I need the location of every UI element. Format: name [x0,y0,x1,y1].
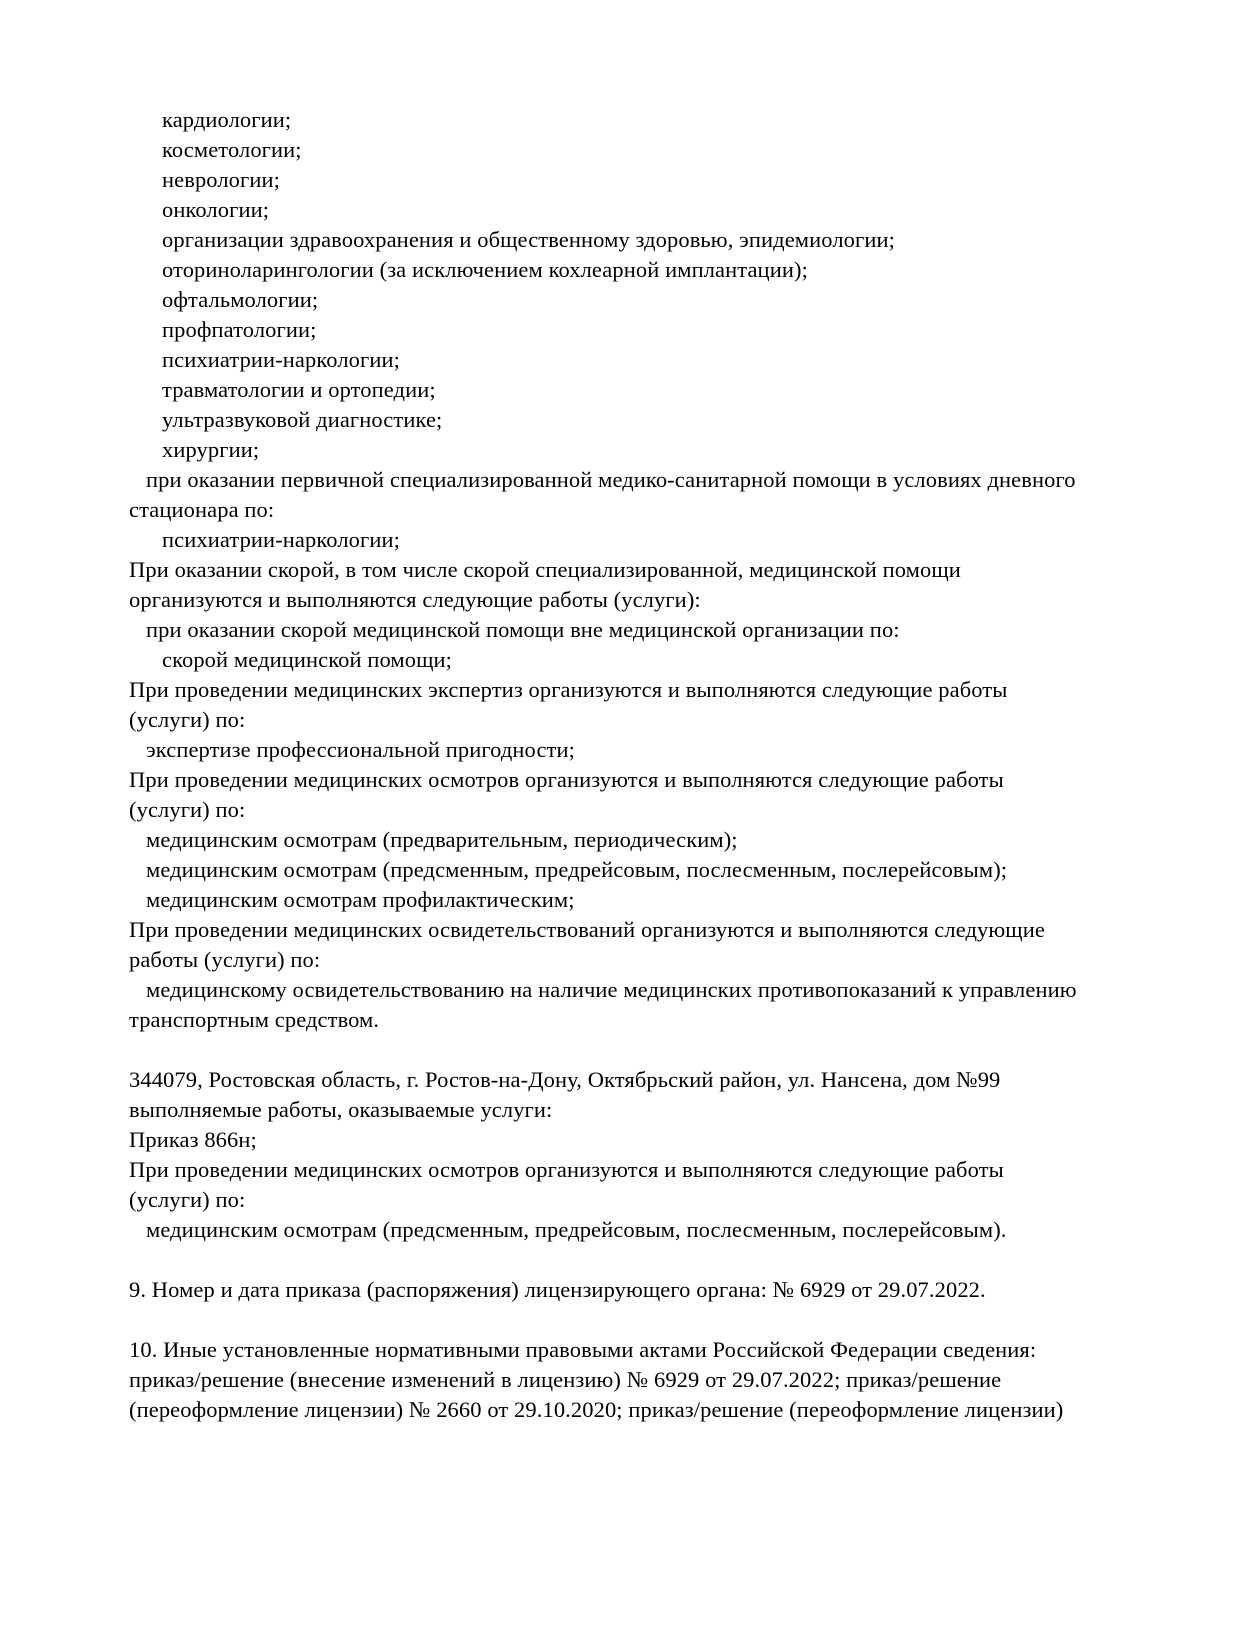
text-line: неврологии; [162,167,280,192]
text-line: психиатрии-наркологии; [162,527,400,552]
text-line: при оказании первичной специализированной медико-санитарной помощи в условиях дневного [146,467,1076,492]
text-line: При оказании скорой, в том числе скорой специализированной, медицинской помощи [129,557,961,582]
text-line: медицинским осмотрам профилактическим; [146,887,575,912]
text-line: (услуги) по: [129,797,246,822]
text-line: скорой медицинской помощи; [162,647,452,672]
text-line: оториноларингологии (за исключением кохлеарной имплантации); [162,257,808,282]
text-line: 344079, Ростовская область, г. Ростов-на-Дону, Октябрьский район, ул. Нансена, дом №99 [129,1067,1001,1092]
text-line: При проведении медицинских экспертиз организуются и выполняются следующие работы [129,677,1008,702]
text-line: при оказании скорой медицинской помощи вне медицинской организации по: [146,617,900,642]
blank-line [129,1035,1122,1065]
document-text-block [129,105,1122,1425]
text-line: косметологии; [162,137,302,162]
text-line: психиатрии-наркологии; [162,347,400,372]
text-line: При проведении медицинских освидетельствований организуются и выполняются следующие [129,917,1045,942]
text-line: (услуги) по: [129,1187,246,1212]
text-line: хирургии; [162,437,260,462]
text-line: Приказ 866н; [129,1127,257,1152]
text-line: профпатологии; [162,317,317,342]
text-line: приказ/решение (внесение изменений в лицензию) № 6929 от 29.07.2022; приказ/решение [129,1367,1002,1392]
text-line: При проведении медицинских осмотров организуются и выполняются следующие работы [129,1157,1004,1182]
text-line: ультразвуковой диагностике; [162,407,443,432]
text-line: медицинским осмотрам (предсменным, предрейсовым, послесменным, послерейсовым); [146,857,1008,882]
text-line: организации здравоохранения и общественному здоровью, эпидемиологии; [162,227,895,252]
text-line: стационара по: [129,497,275,522]
text-line: (переоформление лицензии) № 2660 от 29.10.2020; приказ/решение (переоформление лицензии) [129,1397,1064,1422]
text-line: медицинским осмотрам (предсменным, предрейсовым, послесменным, послерейсовым). [146,1217,1007,1242]
text-line: выполняемые работы, оказываемые услуги: [129,1097,553,1122]
text-line: При проведении медицинских осмотров организуются и выполняются следующие работы [129,767,1004,792]
text-line: офтальмологии; [162,287,319,312]
text-line: 9. Номер и дата приказа (распоряжения) лицензирующего органа: № 6929 от 29.07.2022. [129,1277,986,1302]
text-line: транспортным средством. [129,1007,380,1032]
text-line: медицинскому освидетельствованию на наличие медицинских противопоказаний к управлению [146,977,1077,1002]
text-line: 10. Иные установленные нормативными правовыми актами Российской Федерации сведения: [129,1337,1037,1362]
text-line: травматологии и ортопедии; [162,377,436,402]
text-line: работы (услуги) по: [129,947,321,972]
text-line: организуются и выполняются следующие работы (услуги): [129,587,701,612]
text-line: онкологии; [162,197,270,222]
text-line: (услуги) по: [129,707,246,732]
blank-line [129,1245,1122,1275]
text-line: кардиологии; [162,107,292,132]
blank-line [129,1305,1122,1335]
text-line: медицинским осмотрам (предварительным, периодическим); [146,827,738,852]
text-line: экспертизе профессиональной пригодности; [146,737,575,762]
